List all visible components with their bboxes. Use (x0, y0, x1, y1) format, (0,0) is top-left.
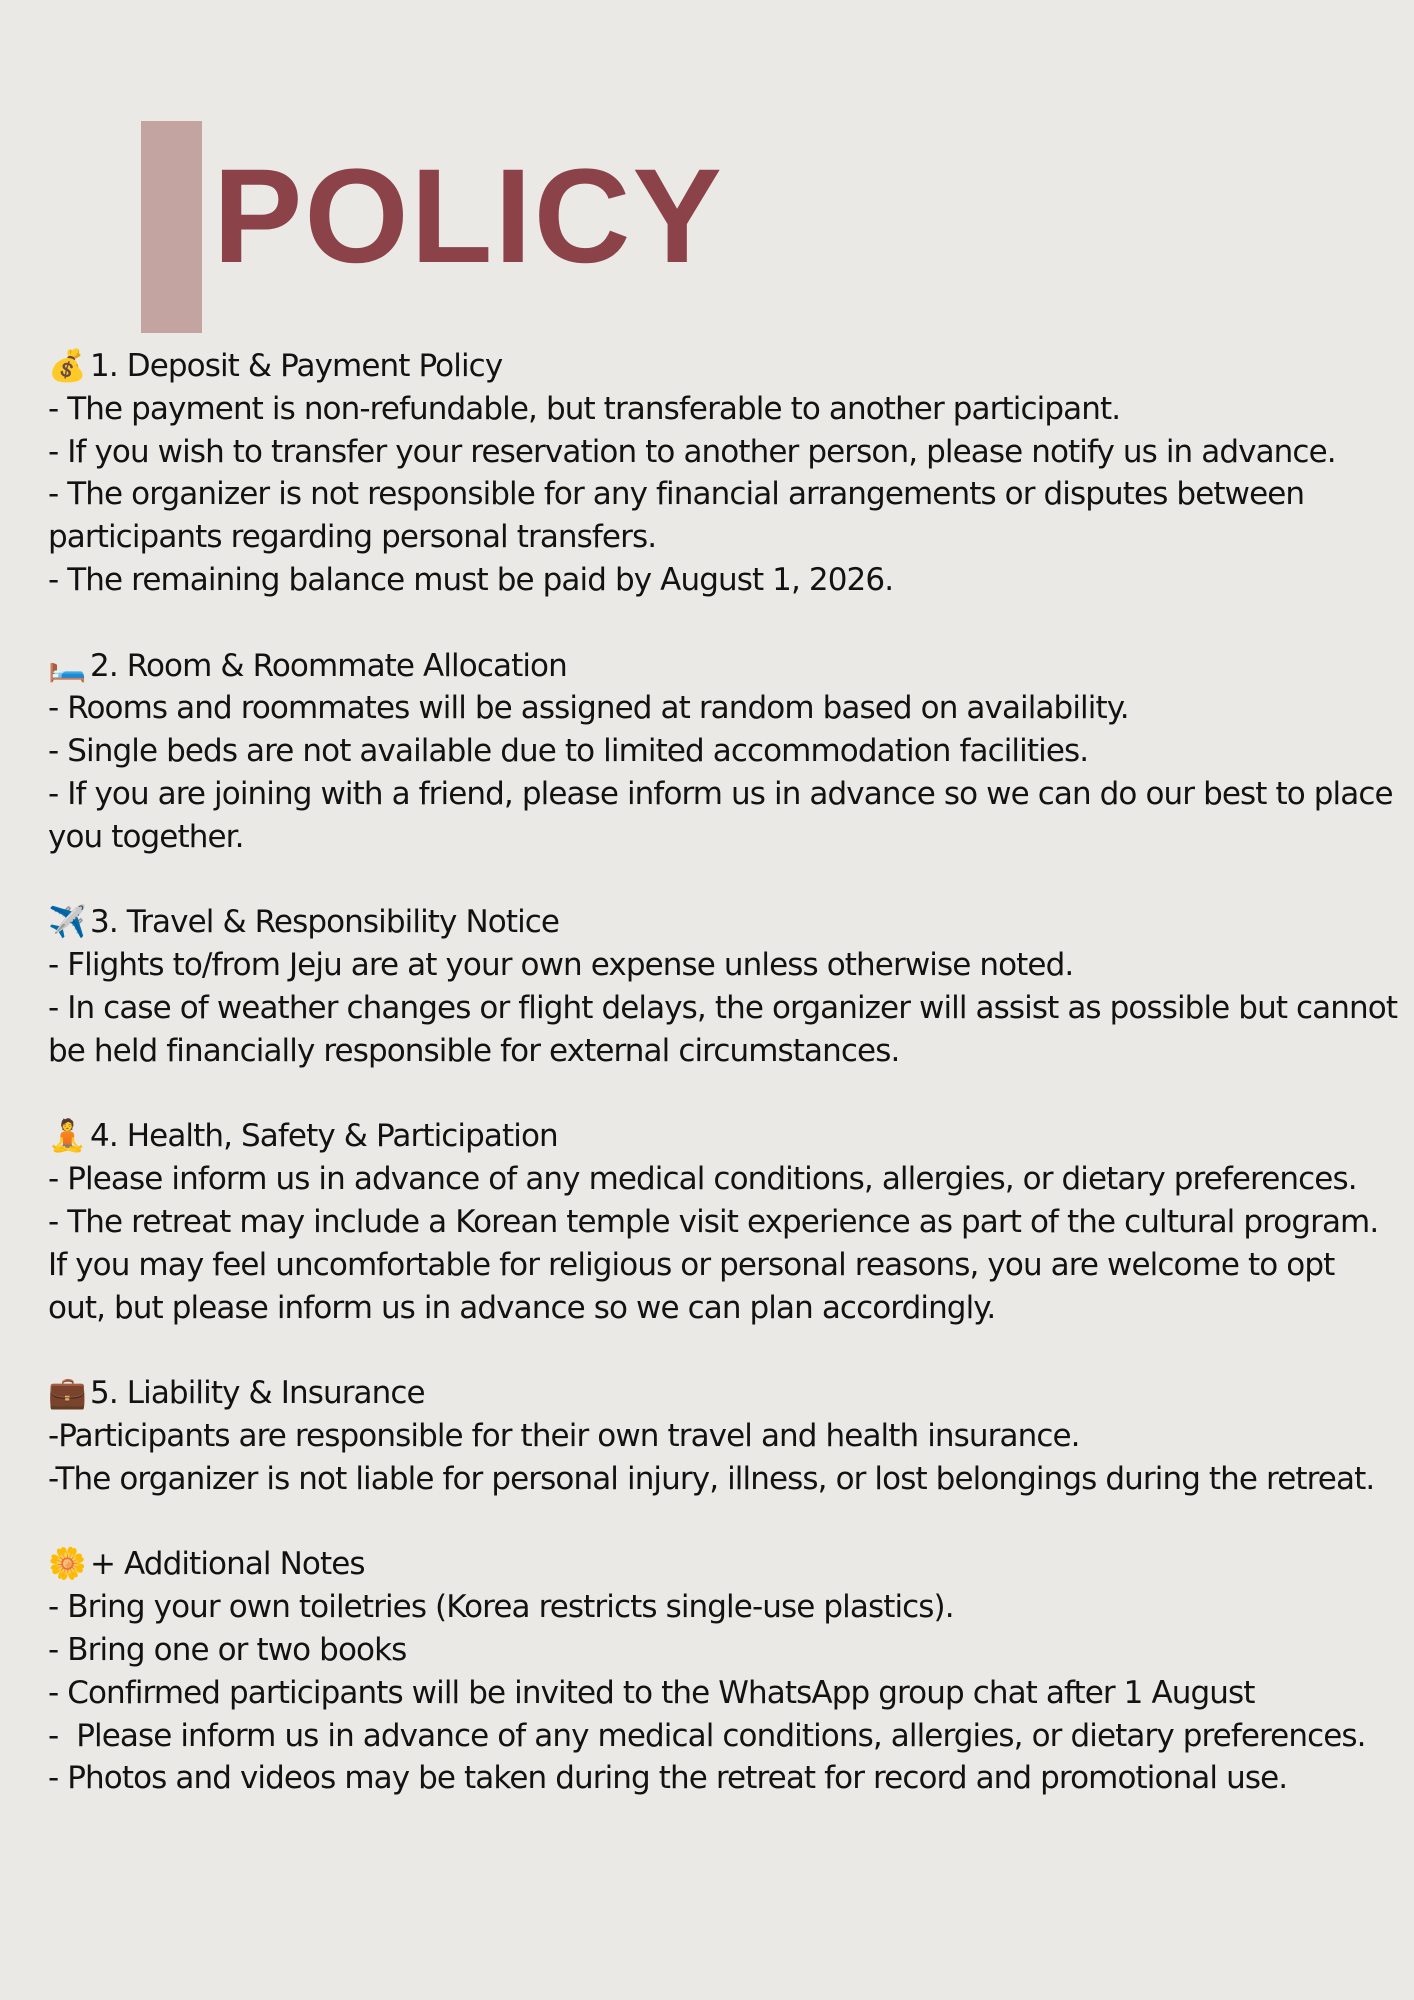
policy-line: - The retreat may include a Korean temple visit experience as part of the cultural program. If you may feel uncomfortable for religious or personal reasons, you are welcome to opt out, but please inform us in advance so we can plan accordingly. (48, 1203, 1388, 1326)
section-liability-insurance (48, 1372, 1398, 1500)
section-deposit-payment (48, 345, 1398, 602)
policy-line: - If you are joining with a friend, please inform us in advance so we can do our best to place you together. (48, 775, 1402, 855)
section-heading (48, 1372, 1398, 1415)
meditation-icon: 🧘 (48, 1118, 86, 1155)
policy-line: - The remaining balance must be paid by August 1, 2026. (48, 561, 894, 598)
section-travel-responsibility (48, 901, 1407, 1072)
policy-line: - Bring one or two books (48, 1631, 407, 1668)
section-title: 5. Liability & Insurance (90, 1375, 425, 1412)
policy-line: - Confirmed participants will be invited to the WhatsApp group chat after 1 August (48, 1674, 1255, 1711)
section-additional-notes (48, 1543, 1398, 1800)
policy-content (48, 345, 1407, 1800)
section-health-safety (48, 1115, 1398, 1329)
title-accent-bar (141, 121, 202, 333)
section-heading (48, 901, 1398, 944)
section-heading (48, 1543, 1398, 1586)
section-title: 3. Travel & Responsibility Notice (90, 904, 560, 941)
page-title: POLICY (213, 142, 724, 291)
flower-icon: 🌼 (48, 1546, 86, 1583)
section-title: 2. Room & Roommate Allocation (90, 647, 567, 684)
section-room-allocation (48, 645, 1402, 859)
policy-line: - Please inform us in advance of any medical conditions, allergies, or dietary preferences. (48, 1161, 1357, 1198)
section-title: 4. Health, Safety & Participation (90, 1118, 558, 1155)
bed-icon: 🛏️ (48, 647, 86, 684)
section-heading (48, 1115, 1398, 1158)
section-heading (48, 645, 1398, 688)
policy-line: - If you wish to transfer your reservation to another person, please notify us in advance. (48, 433, 1336, 470)
policy-line: - Photos and videos may be taken during the retreat for record and promotional use. (48, 1760, 1288, 1797)
briefcase-icon: 💼 (48, 1375, 86, 1412)
policy-line: - Please inform us in advance of any medical conditions, allergies, or dietary preferences. (48, 1717, 1366, 1754)
policy-line: - Flights to/from Jeju are at your own expense unless otherwise noted. (48, 947, 1074, 984)
policy-line: - Rooms and roommates will be assigned at random based on availability. (48, 690, 1129, 727)
policy-line: - The organizer is not responsible for any financial arrangements or disputes between participants regarding personal transfers. (48, 476, 1314, 556)
policy-line: - In case of weather changes or flight delays, the organizer will assist as possible but cannot be held financially responsible for external circumstances. (48, 989, 1407, 1069)
policy-line: - Bring your own toiletries (Korea restricts single-use plastics). (48, 1589, 954, 1626)
section-heading (48, 345, 1398, 388)
policy-line: - Single beds are not available due to limited accommodation facilities. (48, 733, 1089, 770)
policy-line: -The organizer is not liable for personal injury, illness, or lost belongings during the retreat. (48, 1460, 1375, 1497)
section-title: 1. Deposit & Payment Policy (90, 348, 503, 384)
airplane-icon: ✈️ (48, 904, 86, 941)
policy-line: - The payment is non-refundable, but transferable to another participant. (48, 390, 1121, 427)
policy-line: -Participants are responsible for their own travel and health insurance. (48, 1417, 1080, 1454)
money-bag-icon: 💰 (48, 348, 86, 384)
section-title: + Additional Notes (90, 1546, 365, 1583)
